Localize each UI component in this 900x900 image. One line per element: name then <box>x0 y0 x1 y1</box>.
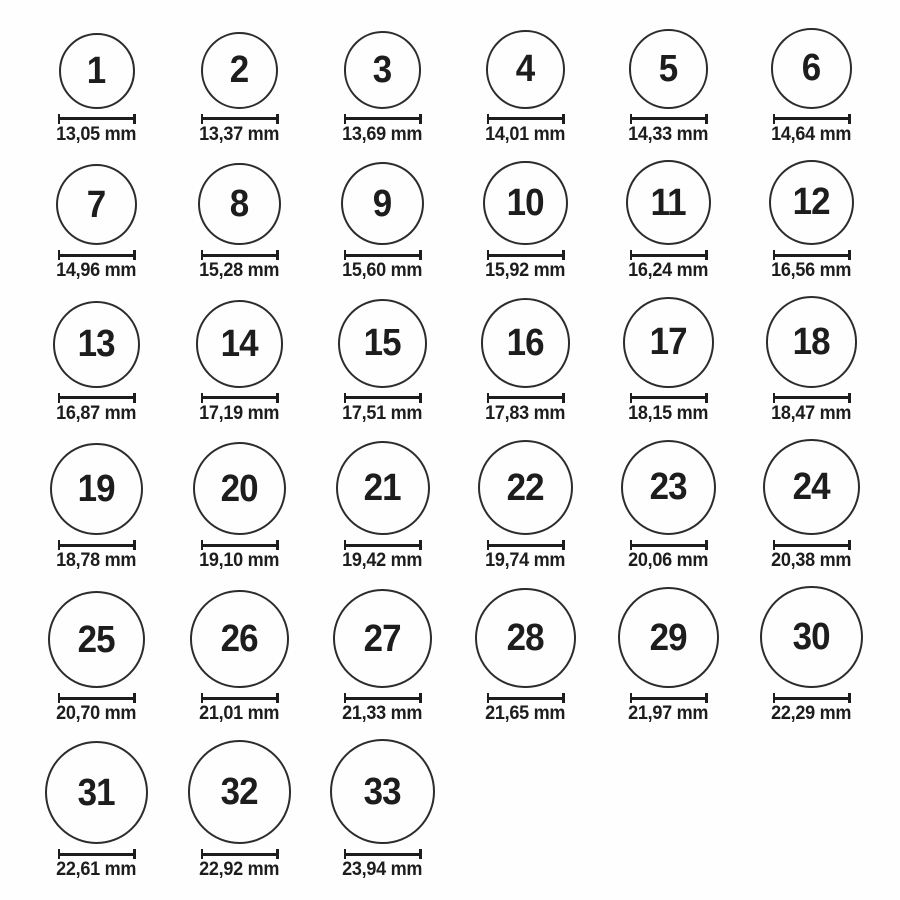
diameter-measure-line <box>487 114 565 124</box>
measure-bar <box>775 396 848 399</box>
ring-circle <box>201 32 278 109</box>
diameter-measure-line <box>630 393 708 403</box>
ring-size-item <box>597 29 740 145</box>
measure-right-tick <box>562 693 565 703</box>
ring-circle <box>53 301 140 388</box>
ring-size-item <box>311 299 454 424</box>
measure-bar <box>203 254 276 257</box>
diameter-label: 17,51 mm <box>342 402 423 424</box>
measure-bar <box>203 697 276 700</box>
diameter-label: 17,83 mm <box>485 402 566 424</box>
ring-size-item <box>454 298 597 424</box>
measure-right-tick <box>276 114 279 124</box>
ring-size-number: 15 <box>363 322 402 365</box>
ring-size-number: 11 <box>650 181 687 224</box>
diameter-label: 22,92 mm <box>199 859 280 881</box>
diameter-label: 23,94 mm <box>342 859 423 881</box>
ring-circle <box>623 297 713 387</box>
diameter-label: 14,33 mm <box>628 123 709 145</box>
measure-right-tick <box>705 114 708 124</box>
diameter-label: 21,33 mm <box>342 703 423 725</box>
measure-right-tick <box>133 849 136 859</box>
measure-bar <box>489 254 562 257</box>
ring-size-number: 32 <box>220 771 259 814</box>
ring-size-item <box>311 162 454 281</box>
measure-bar <box>489 117 562 120</box>
ring-size-item <box>740 586 883 724</box>
ring-size-number: 24 <box>792 466 831 509</box>
ring-size-number: 2 <box>230 49 249 92</box>
ring-size-number: 3 <box>373 48 392 91</box>
ring-size-number: 12 <box>792 181 831 224</box>
ring-size-number: 7 <box>87 183 106 226</box>
ring-size-item <box>168 740 311 880</box>
diameter-measure-line <box>201 693 279 703</box>
ring-size-item <box>168 32 311 145</box>
diameter-label: 19,42 mm <box>342 550 423 572</box>
measure-bar <box>60 544 133 547</box>
diameter-label: 21,65 mm <box>485 703 566 725</box>
diameter-measure-line <box>630 250 708 260</box>
ring-size-number: 17 <box>649 321 688 364</box>
diameter-measure-line <box>487 250 565 260</box>
ring-size-item <box>25 591 168 725</box>
diameter-measure-line <box>58 393 136 403</box>
ring-size-item <box>168 300 311 424</box>
diameter-label: 16,87 mm <box>56 402 137 424</box>
ring-size-item <box>25 443 168 571</box>
measure-bar <box>775 254 848 257</box>
ring-circle <box>50 443 142 535</box>
diameter-measure-line <box>58 849 136 859</box>
measure-bar <box>346 117 419 120</box>
measure-right-tick <box>133 693 136 703</box>
diameter-label: 21,01 mm <box>199 703 280 725</box>
ring-circle <box>760 586 862 688</box>
ring-size-number: 21 <box>363 467 402 510</box>
measure-right-tick <box>562 250 565 260</box>
diameter-measure-line <box>487 693 565 703</box>
ring-circle <box>344 31 422 109</box>
diameter-label: 20,70 mm <box>56 703 137 725</box>
ring-circle <box>190 590 289 689</box>
ring-size-item <box>597 440 740 572</box>
ring-size-item <box>740 439 883 572</box>
diameter-measure-line <box>344 693 422 703</box>
diameter-measure-line <box>58 540 136 550</box>
diameter-measure-line <box>487 540 565 550</box>
ring-size-item <box>740 296 883 423</box>
diameter-measure-line <box>630 114 708 124</box>
ring-circle <box>483 161 567 245</box>
diameter-label: 22,29 mm <box>771 703 852 725</box>
diameter-measure-line <box>201 250 279 260</box>
diameter-measure-line <box>201 849 279 859</box>
measure-right-tick <box>133 114 136 124</box>
diameter-measure-line <box>58 114 136 124</box>
measure-right-tick <box>419 849 422 859</box>
diameter-label: 13,37 mm <box>199 123 280 145</box>
diameter-measure-line <box>58 693 136 703</box>
ring-size-number: 6 <box>802 47 821 90</box>
measure-bar <box>489 697 562 700</box>
ring-size-number: 16 <box>506 321 545 364</box>
ring-size-number: 10 <box>506 182 545 225</box>
measure-right-tick <box>848 693 851 703</box>
diameter-measure-line <box>58 250 136 260</box>
measure-bar <box>60 117 133 120</box>
diameter-measure-line <box>201 393 279 403</box>
ring-size-item <box>454 30 597 145</box>
diameter-measure-line <box>201 114 279 124</box>
ring-size-number: 18 <box>792 321 831 364</box>
diameter-label: 16,56 mm <box>771 260 852 282</box>
diameter-measure-line <box>773 250 851 260</box>
ring-size-item <box>454 588 597 724</box>
ring-size-number: 23 <box>649 466 688 509</box>
measure-right-tick <box>276 250 279 260</box>
diameter-label: 17,19 mm <box>199 402 280 424</box>
ring-size-number: 13 <box>77 323 116 366</box>
measure-right-tick <box>276 849 279 859</box>
measure-right-tick <box>562 393 565 403</box>
diameter-measure-line <box>201 540 279 550</box>
ring-size-number: 4 <box>516 48 535 91</box>
ring-size-number: 1 <box>87 49 106 92</box>
measure-right-tick <box>848 393 851 403</box>
ring-circle <box>48 591 146 689</box>
measure-bar <box>203 396 276 399</box>
diameter-label: 18,78 mm <box>56 550 137 572</box>
ring-circle <box>59 33 135 109</box>
diameter-label: 15,60 mm <box>342 260 423 282</box>
measure-right-tick <box>705 693 708 703</box>
ring-size-item <box>454 440 597 571</box>
ring-size-item <box>740 28 883 145</box>
measure-right-tick <box>133 393 136 403</box>
ring-circle <box>629 29 709 109</box>
ring-size-number: 33 <box>363 770 402 813</box>
diameter-label: 22,61 mm <box>56 859 137 881</box>
measure-bar <box>489 544 562 547</box>
ring-circle <box>198 163 280 245</box>
measure-bar <box>346 396 419 399</box>
ring-size-item <box>311 441 454 571</box>
ring-size-number: 30 <box>792 616 831 659</box>
measure-right-tick <box>705 250 708 260</box>
ring-circle <box>621 440 717 536</box>
diameter-measure-line <box>630 540 708 550</box>
ring-circle <box>475 588 575 688</box>
ring-size-item <box>454 161 597 281</box>
ring-size-number: 8 <box>230 183 249 226</box>
ring-size-item <box>25 301 168 424</box>
measure-bar <box>632 697 705 700</box>
measure-bar <box>60 396 133 399</box>
diameter-label: 13,69 mm <box>342 123 423 145</box>
measure-right-tick <box>705 540 708 550</box>
ring-circle <box>766 296 857 387</box>
ring-circle <box>763 439 860 536</box>
ring-size-item <box>597 160 740 281</box>
ring-size-item <box>25 164 168 281</box>
ring-circle <box>196 300 284 388</box>
measure-bar <box>632 396 705 399</box>
measure-bar <box>632 117 705 120</box>
measure-bar <box>346 853 419 856</box>
diameter-measure-line <box>344 540 422 550</box>
measure-right-tick <box>276 540 279 550</box>
diameter-measure-line <box>773 114 851 124</box>
diameter-label: 15,92 mm <box>485 260 566 282</box>
measure-right-tick <box>705 393 708 403</box>
diameter-label: 19,74 mm <box>485 550 566 572</box>
measure-right-tick <box>419 693 422 703</box>
ring-size-number: 22 <box>506 466 545 509</box>
measure-right-tick <box>419 540 422 550</box>
measure-right-tick <box>848 250 851 260</box>
diameter-label: 19,10 mm <box>199 550 280 572</box>
diameter-label: 21,97 mm <box>628 703 709 725</box>
ring-size-number: 29 <box>649 616 688 659</box>
diameter-label: 20,06 mm <box>628 550 709 572</box>
measure-bar <box>346 697 419 700</box>
ring-circle <box>330 739 435 844</box>
ring-circle <box>481 298 571 388</box>
ring-circle <box>193 442 286 535</box>
ring-circle <box>333 589 432 688</box>
ring-size-number: 9 <box>373 182 392 225</box>
ring-circle <box>338 299 427 388</box>
measure-right-tick <box>419 114 422 124</box>
measure-right-tick <box>133 250 136 260</box>
ring-size-item <box>740 160 883 282</box>
ring-circle <box>486 30 565 109</box>
measure-bar <box>775 697 848 700</box>
ring-size-number: 25 <box>77 618 116 661</box>
measure-bar <box>775 544 848 547</box>
measure-bar <box>775 117 848 120</box>
measure-bar <box>60 254 133 257</box>
measure-right-tick <box>276 693 279 703</box>
diameter-label: 13,05 mm <box>56 123 137 145</box>
ring-size-number: 20 <box>220 467 259 510</box>
measure-bar <box>346 254 419 257</box>
measure-right-tick <box>133 540 136 550</box>
ring-size-item <box>311 31 454 145</box>
measure-bar <box>203 544 276 547</box>
measure-bar <box>203 853 276 856</box>
ring-circle <box>478 440 573 535</box>
measure-right-tick <box>276 393 279 403</box>
ring-size-item <box>597 587 740 724</box>
diameter-label: 15,28 mm <box>199 260 280 282</box>
diameter-measure-line <box>487 393 565 403</box>
diameter-label: 16,24 mm <box>628 260 709 282</box>
measure-right-tick <box>848 114 851 124</box>
ring-size-item <box>25 33 168 145</box>
ring-circle <box>188 740 292 844</box>
ring-size-item <box>597 297 740 423</box>
ring-circle <box>341 162 424 245</box>
diameter-measure-line <box>773 393 851 403</box>
ring-size-number: 27 <box>363 617 402 660</box>
diameter-measure-line <box>344 114 422 124</box>
ring-size-item <box>25 741 168 880</box>
measure-bar <box>632 254 705 257</box>
measure-bar <box>203 117 276 120</box>
diameter-label: 20,38 mm <box>771 550 852 572</box>
measure-right-tick <box>419 250 422 260</box>
ring-circle <box>626 160 711 245</box>
diameter-label: 14,96 mm <box>56 260 137 282</box>
diameter-measure-line <box>344 393 422 403</box>
measure-right-tick <box>848 540 851 550</box>
measure-right-tick <box>562 540 565 550</box>
measure-bar <box>60 697 133 700</box>
measure-bar <box>489 396 562 399</box>
ring-circle <box>56 164 137 245</box>
ring-size-number: 19 <box>77 468 116 511</box>
ring-size-number: 5 <box>659 47 678 90</box>
diameter-measure-line <box>344 250 422 260</box>
measure-bar <box>346 544 419 547</box>
ring-size-item <box>168 163 311 281</box>
ring-circle <box>771 28 852 109</box>
diameter-label: 18,47 mm <box>771 402 852 424</box>
measure-right-tick <box>562 114 565 124</box>
ring-size-number: 28 <box>506 617 545 660</box>
ring-size-item <box>311 739 454 880</box>
diameter-label: 18,15 mm <box>628 402 709 424</box>
ring-size-item <box>168 590 311 725</box>
measure-bar <box>60 853 133 856</box>
ring-size-number: 14 <box>220 322 259 365</box>
measure-bar <box>632 544 705 547</box>
ring-circle <box>45 741 148 844</box>
ring-circle <box>769 160 855 246</box>
ring-size-item <box>168 442 311 571</box>
diameter-label: 14,01 mm <box>485 123 566 145</box>
diameter-measure-line <box>630 693 708 703</box>
diameter-measure-line <box>773 540 851 550</box>
diameter-measure-line <box>773 693 851 703</box>
diameter-label: 14,64 mm <box>771 123 852 145</box>
ring-circle <box>618 587 719 688</box>
measure-right-tick <box>419 393 422 403</box>
ring-size-number: 31 <box>77 771 116 814</box>
diameter-measure-line <box>344 849 422 859</box>
ring-size-item <box>311 589 454 724</box>
ring-size-number: 26 <box>220 618 259 661</box>
ring-circle <box>336 441 430 535</box>
